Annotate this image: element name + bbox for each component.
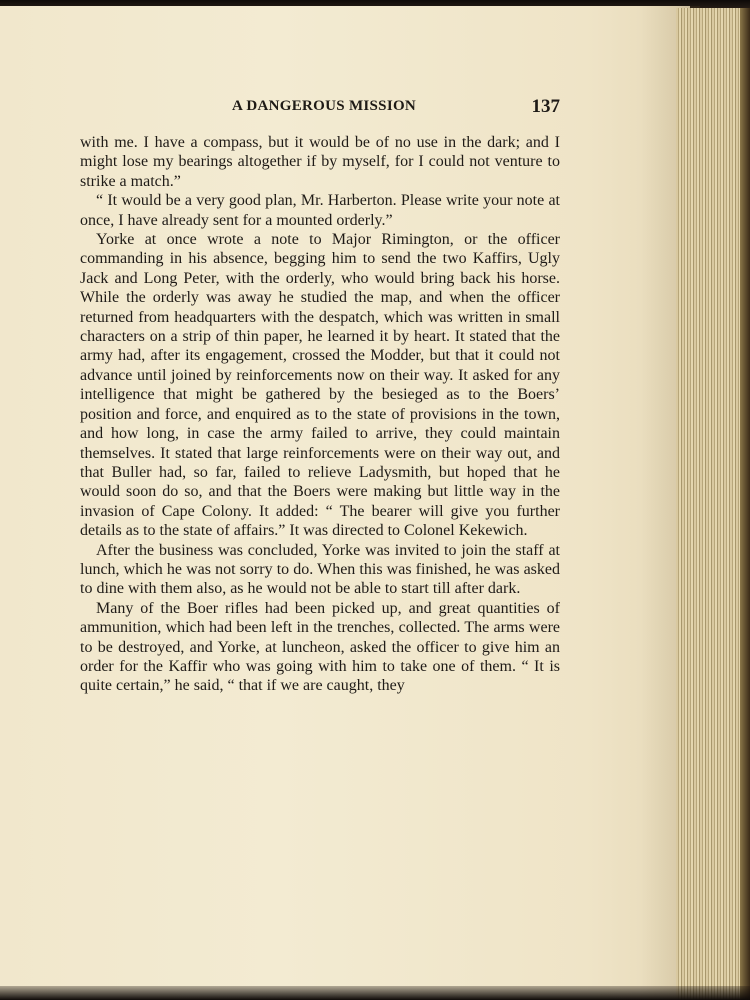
page-edges (676, 8, 750, 1000)
page-header (80, 96, 560, 120)
body-text (80, 133, 560, 696)
bottom-shadow (0, 986, 750, 1000)
paragraph: with me. I have a compass, but it would be of no use in the dark; and I might lose my bearings altogether if by myself, for I could not venture to strike a match.” (80, 134, 560, 190)
paragraph: “ It would be a very good plan, Mr. Harberton. Please write your note at once, I have already sent for a mounted orderly.” (80, 192, 560, 229)
paragraph: After the business was concluded, Yorke was invited to join the staff at lunch, which he was not sorry to do. When this was finished, he was asked to dine with them also, as he would not be able to start till after dark. (80, 541, 560, 598)
page-number: 137 (531, 96, 560, 117)
running-title: A DANGEROUS MISSION (232, 98, 417, 114)
paragraph: Many of the Boer rifles had been picked up, and great quantities of ammunition, which had been left in the trenches, collected. The arms were to be destroyed, and Yorke, at luncheon, asked the officer to give him an order for the Kaffir who was going with him to take one of them. “ It is quite certain,” he said, “ that if we are caught, they (80, 599, 560, 695)
paragraph: Yorke at once wrote a note to Major Rimington, or the officer commanding in his absence, begging him to send the two Kaffirs, Ugly Jack and Long Peter, with the orderly, who would bring back his horse. While the orderly was away he studied the map, and when the officer returned from headquarters with the despatch, which was written in small characters on a strip of thin paper, he learned it by heart. It stated that the army had, after its engagement, crossed the Modder, but that it could not advance until joined by reinforcements now on their way. It asked for any intelligence that might be gathered by the besieged as to the Boers’ position and force, and enquired as to the state of provisions in the town, and how long, in case the army failed to arrive, they could maintain themselves. It stated that large reinforcements were on their way out, and that Buller had, so far, failed to relieve Ladysmith, but hoped that he would soon do so, and that the Boers were making but little way in the invasion of Cape Colony. It added: “ The bearer will give you further details as to the state of affairs.” It was directed to Colonel Kekewich. (80, 231, 560, 540)
